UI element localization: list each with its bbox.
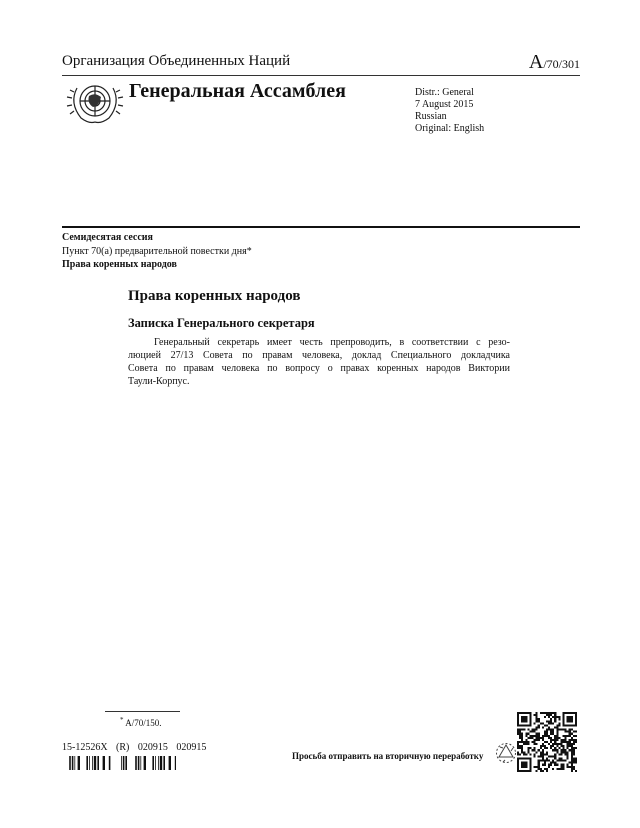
document-heading: Права коренных народов bbox=[128, 288, 301, 304]
symbol-prefix: A bbox=[528, 51, 544, 73]
footnote bbox=[120, 716, 162, 728]
footnote-mark: * bbox=[120, 716, 124, 724]
footnote-rule bbox=[105, 711, 180, 712]
symbol-suffix: /70/301 bbox=[543, 57, 580, 71]
section-rule bbox=[62, 226, 580, 228]
qr-code-icon bbox=[517, 712, 577, 772]
original-language-line: Original: English bbox=[415, 123, 485, 134]
document-symbol bbox=[529, 51, 580, 74]
barcode-icon bbox=[62, 756, 176, 770]
header-rule bbox=[62, 75, 580, 76]
distribution-line: Distr.: General bbox=[415, 87, 474, 98]
paragraph-line: люцией 27/13 Совета по правам человека, доклад Специального докладчика bbox=[128, 350, 510, 361]
recycle-icon bbox=[495, 742, 517, 764]
document-subheading: Записка Генерального секретаря bbox=[128, 316, 315, 330]
un-emblem-icon bbox=[65, 78, 125, 128]
date-line: 7 August 2015 bbox=[415, 99, 474, 110]
session-name: Семидесятая сессия bbox=[62, 232, 153, 243]
body-title: Генеральная Ассамблея bbox=[129, 80, 346, 102]
document-code: 15-12526X (R) 020915 020915 bbox=[62, 742, 207, 753]
agenda-topic: Права коренных народов bbox=[62, 259, 177, 270]
session-block bbox=[62, 231, 252, 272]
organization-name: Организация Объединенных Наций bbox=[62, 53, 291, 69]
distribution-block bbox=[415, 87, 484, 135]
recycle-note: Просьба отправить на вторичную переработку bbox=[292, 751, 484, 761]
paragraph-line: Генеральный секретарь имеет честь препроводить, в соответствии с резо- bbox=[154, 337, 510, 348]
language-line: Russian bbox=[415, 111, 447, 122]
agenda-item: Пункт 70(a) предварительной повестки дня* bbox=[62, 245, 252, 257]
paragraph-line: Совета по правам человека по вопросу о правах коренных народов Виктории bbox=[128, 363, 510, 374]
body-paragraph bbox=[128, 336, 510, 388]
footnote-text: A/70/150. bbox=[125, 718, 162, 728]
paragraph-line: Таули-Корпус. bbox=[128, 376, 190, 387]
